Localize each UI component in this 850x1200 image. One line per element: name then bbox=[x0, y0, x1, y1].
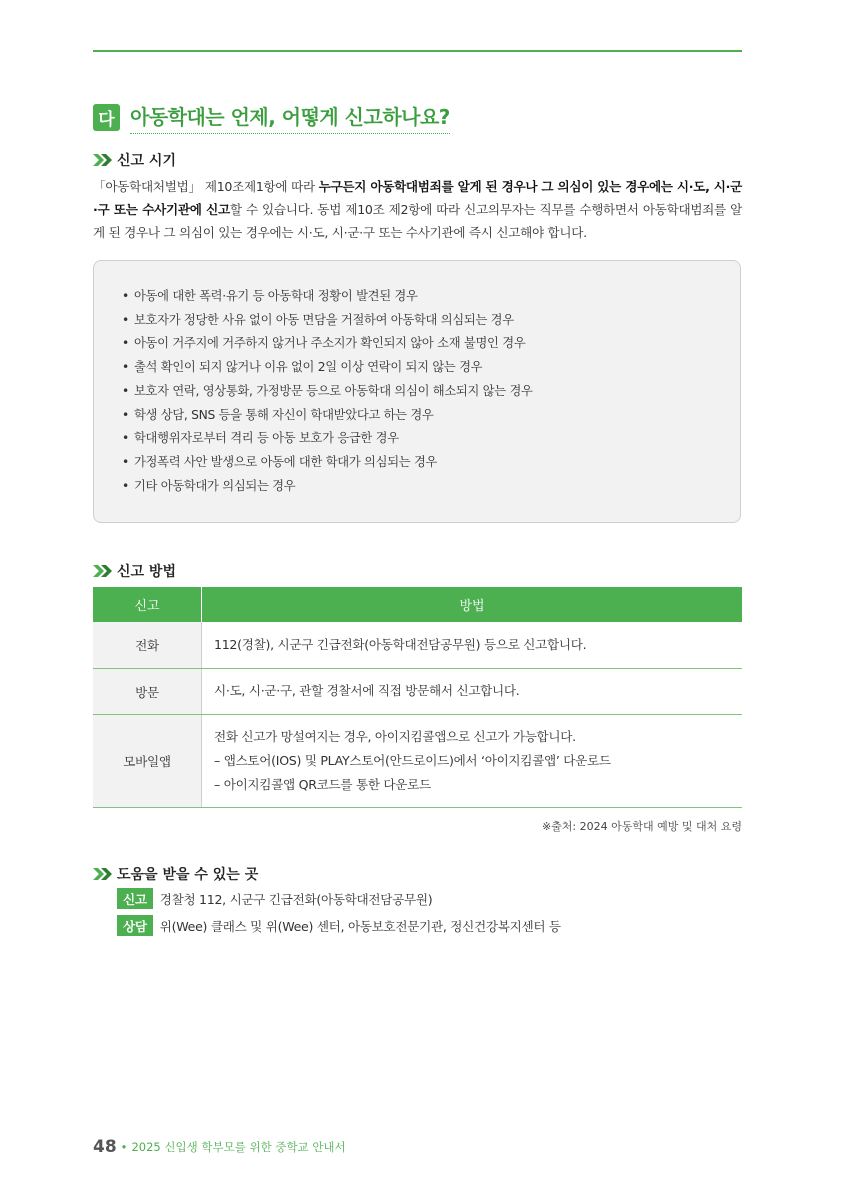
source-note: ※출처: 2024 아동학대 예방 및 대처 요령 bbox=[541, 820, 742, 833]
double-chevron-icon bbox=[93, 867, 115, 881]
help-tag: 상담 bbox=[117, 915, 153, 936]
list-item: • 가정폭력 사안 발생으로 아동에 대한 학대가 의심되는 경우 bbox=[122, 451, 533, 475]
column-header-method: 방법 bbox=[202, 587, 743, 622]
help-item-counsel bbox=[117, 915, 561, 936]
double-chevron-icon bbox=[93, 153, 115, 167]
list-item: • 아동에 대한 폭력·유기 등 아동학대 정황이 발견된 경우 bbox=[122, 285, 533, 309]
row-type-mobile-app: 모바일앱 bbox=[93, 714, 202, 807]
double-chevron-icon bbox=[93, 564, 115, 578]
row-type-phone: 전화 bbox=[93, 622, 202, 668]
method-line: – 앱스토어(IOS) 및 PLAY스토어(안드로이드)에서 ‘아이지킴콜앱’ 다운로드 bbox=[214, 752, 611, 768]
list-item: • 학생 상담, SNS 등을 통해 자신이 학대받았다고 하는 경우 bbox=[122, 404, 533, 428]
page-footer bbox=[93, 1137, 346, 1157]
report-method-heading bbox=[93, 561, 176, 581]
section-header bbox=[93, 101, 450, 134]
column-header-type: 신고 bbox=[93, 587, 202, 622]
page-number: 48 bbox=[93, 1137, 117, 1157]
section-badge: 다 bbox=[93, 104, 120, 131]
report-cases-box bbox=[93, 260, 741, 523]
report-timing-heading-text: 신고 시기 bbox=[117, 153, 176, 169]
row-method-text bbox=[202, 714, 743, 807]
report-method-heading-text: 신고 방법 bbox=[117, 564, 176, 580]
top-rule bbox=[93, 50, 742, 52]
list-item: • 보호자 연락, 영상통화, 가정방문 등으로 아동학대 의심이 해소되지 않는 경우 bbox=[122, 380, 533, 404]
table-row bbox=[93, 714, 742, 807]
row-method-text: 112(경찰), 시군구 긴급전화(아동학대전담공무원) 등으로 신고합니다. bbox=[202, 622, 743, 668]
paragraph-text-2: 할 수 있습니다. 동법 제10조 제2항에 따라 신고의무자는 직무를 수행하면서 아동학대범죄를 알게 된 경우나 그 의심이 있는 경우에는 시·도, 시·군·구 또는 수사기관에 즉시 신고해야 합니다. bbox=[93, 202, 742, 240]
paragraph-bold-text: 누구든지 아동학대범죄를 알게 된 경우나 그 의심이 있는 경우에는 시·도, 시·군·구 또는 수사기관에 신고 bbox=[93, 179, 742, 217]
report-cases-list bbox=[122, 285, 533, 498]
paragraph-text-1: 「아동학대처벌법」 제10조제1항에 따라 bbox=[93, 179, 319, 194]
report-timing-paragraph bbox=[93, 175, 742, 244]
list-item: • 학대행위자로부터 격리 등 아동 보호가 응급한 경우 bbox=[122, 427, 533, 451]
list-item: • 출석 확인이 되지 않거나 이유 없이 2일 이상 연락이 되지 않는 경우 bbox=[122, 356, 533, 380]
method-line: 전화 신고가 망설여지는 경우, 아이지킴콜앱으로 신고가 가능합니다. bbox=[214, 728, 576, 744]
table-header-row bbox=[93, 587, 742, 622]
table-row bbox=[93, 622, 742, 668]
footer-bullet: • bbox=[120, 1140, 128, 1154]
help-text: 경찰청 112, 시군구 긴급전화(아동학대전담공무원) bbox=[159, 892, 433, 907]
report-timing-heading bbox=[93, 150, 176, 170]
help-tag: 신고 bbox=[117, 888, 153, 909]
list-item: • 기타 아동학대가 의심되는 경우 bbox=[122, 475, 533, 499]
table-row bbox=[93, 668, 742, 714]
row-method-text: 시·도, 시·군·구, 관할 경찰서에 직접 방문해서 신고합니다. bbox=[202, 668, 743, 714]
help-heading-text: 도움을 받을 수 있는 곳 bbox=[117, 867, 259, 883]
list-item: • 보호자가 정당한 사유 없이 아동 면담을 거절하여 아동학대 의심되는 경우 bbox=[122, 309, 533, 333]
help-item-report bbox=[117, 888, 432, 909]
method-line: – 아이지킴콜앱 QR코드를 통한 다운로드 bbox=[214, 776, 431, 792]
help-text: 위(Wee) 클래스 및 위(Wee) 센터, 아동보호전문기관, 정신건강복지센터 등 bbox=[159, 919, 561, 934]
report-method-table bbox=[93, 587, 742, 808]
row-type-visit: 방문 bbox=[93, 668, 202, 714]
footer-title: 2025 신입생 학부모를 위한 중학교 안내서 bbox=[131, 1140, 346, 1154]
section-title: 아동학대는 언제, 어떻게 신고하나요? bbox=[130, 101, 450, 134]
list-item: • 아동이 거주지에 거주하지 않거나 주소지가 확인되지 않아 소재 불명인 경우 bbox=[122, 332, 533, 356]
help-heading bbox=[93, 864, 258, 884]
